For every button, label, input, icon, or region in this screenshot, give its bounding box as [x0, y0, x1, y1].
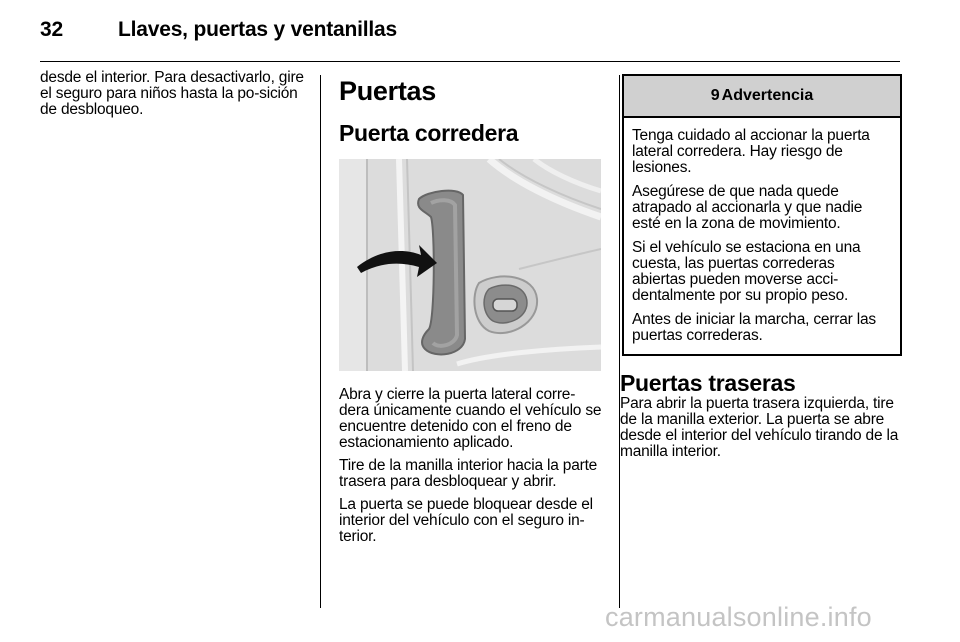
column-middle	[339, 70, 605, 552]
column-right	[620, 70, 902, 467]
warning-title: Advertencia	[721, 87, 814, 104]
column-divider-left	[320, 75, 321, 608]
column-left	[40, 70, 308, 125]
watermark: carmanualsonline.info	[605, 602, 872, 632]
section-heading-puertas-traseras: Puertas traseras	[620, 370, 796, 396]
chapter-title: Llaves, puertas y ventanillas	[118, 18, 398, 41]
sliding-door-text	[339, 387, 605, 545]
warning-paragraph-2: Asegúrese de que nada quede atrapado al accionarla y que nadie esté en la zona de movimiento.	[632, 183, 863, 232]
sliding-door-paragraph-1: Abra y cierre la puerta lateral corre-dera únicamente cuando el vehículo se encuentre detenido con el freno de estacionamiento aplicado.	[339, 386, 602, 451]
warning-body	[624, 118, 900, 354]
warning-paragraph-3: Si el vehículo se estaciona en una cuesta, las puertas correderas abiertas pueden moverse acci-dentalmente por su propio peso.	[632, 239, 861, 304]
handle-illustration-svg	[339, 159, 601, 371]
continued-paragraph: desde el interior. Para desactivarlo, gire el seguro para niños hasta la po-sición de desbloqueo.	[40, 69, 304, 118]
rear-doors-section	[620, 370, 902, 460]
warning-paragraph-4: Antes de iniciar la marcha, cerrar las puertas correderas.	[632, 311, 876, 344]
warning-paragraph-1: Tenga cuidado al accionar la puerta lateral corredera. Hay riesgo de lesiones.	[632, 127, 870, 176]
page-number: 32	[40, 18, 63, 41]
sliding-door-paragraph-2: Tire de la manilla interior hacia la parte trasera para desbloquear y abrir.	[339, 457, 598, 490]
warning-box	[622, 74, 902, 356]
section-heading-puertas: Puertas	[339, 76, 436, 106]
warning-icon: 9	[710, 87, 720, 104]
page-header	[40, 18, 397, 42]
warning-header	[624, 76, 900, 118]
rear-doors-paragraph: Para abrir la puerta trasera izquierda, tire de la manilla exterior. La puerta se abre desde el interior del vehículo tirando de la manilla interior.	[620, 395, 899, 460]
sliding-door-paragraph-3: La puerta se puede bloquear desde el interior del vehículo con el seguro in-terior.	[339, 496, 593, 545]
subsection-heading-puerta-corredera: Puerta corredera	[339, 120, 519, 146]
header-rule	[40, 61, 900, 62]
sliding-door-handle-illustration	[339, 159, 601, 371]
